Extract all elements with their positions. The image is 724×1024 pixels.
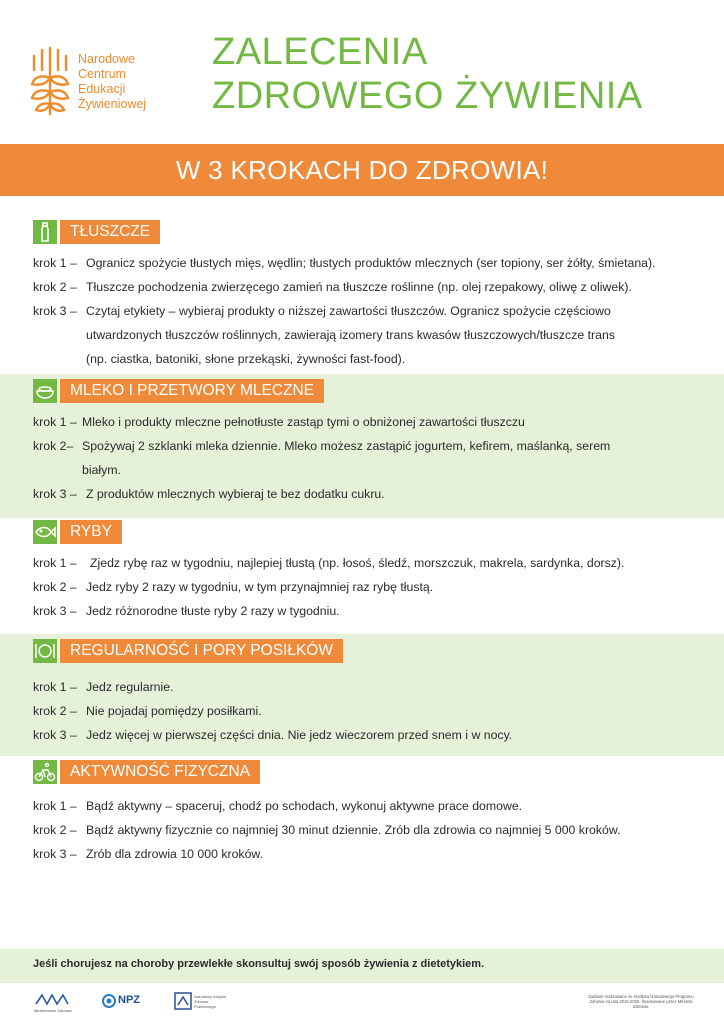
cyclist-icon	[33, 760, 57, 784]
step-text: białym.	[82, 463, 121, 477]
step-text: Jedz więcej w pierwszej części dnia. Nie jedz wieczorem przed snem i w nocy.	[86, 728, 513, 742]
logo-text	[78, 52, 146, 112]
step-label: krok 2–	[33, 439, 74, 453]
step-text: Tłuszcze pochodzenia zwierzęcego zamień na tłuszcze roślinne (np. olej rzepakowy, oliwę z oliwek).	[86, 280, 632, 294]
step-text: Nie pojadaj pomiędzy posiłkami.	[86, 704, 262, 718]
npz-logo-icon	[102, 994, 116, 1008]
logo-line: Narodowe	[78, 52, 135, 66]
step-label: krok 3 –	[33, 487, 77, 501]
step-text: Bądź aktywny fizycznie co najmniej 30 minut dziennie. Zrób dla zdrowia co najmniej 5 000 kroków.	[86, 823, 621, 837]
step-label: krok 2 –	[33, 704, 77, 718]
step-label: krok 1 –	[33, 680, 77, 694]
step-label: krok 2 –	[33, 280, 77, 294]
nizp-logo	[174, 992, 234, 1016]
step-text: Czytaj etykiety – wybieraj produkty o niższej zawartości tłuszczów. Ogranicz spożycie częściowo	[86, 304, 611, 318]
step-label: krok 2 –	[33, 823, 77, 837]
step-text: Jedz ryby 2 razy w tygodniu, w tym przynajmniej raz rybę tłustą.	[86, 580, 434, 594]
step-text: utwardzonych tłuszczów roślinnych, zawierają izomery trans kwasów tłuszczowych/tłuszcze trans	[86, 328, 615, 342]
fish-icon	[33, 520, 57, 544]
step-label: krok 1 –	[33, 256, 77, 270]
step-text: (np. ciastka, batoniki, słone przekąski, żywności fast-food).	[86, 352, 406, 366]
npz-label: NPZ	[118, 994, 140, 1006]
step-text: Jedz regularnie.	[86, 680, 174, 694]
wheat-leaf-logo-icon	[26, 44, 74, 118]
section-title: AKTYWNOŚĆ FIZYCZNA	[60, 760, 260, 784]
nceż-logo	[26, 44, 186, 116]
section-title: TŁUSZCZE	[60, 220, 160, 244]
step-text: Spożywaj 2 szklanki mleka dziennie. Mleko możesz zastąpić jogurtem, kefirem, maślanką, serem	[82, 439, 611, 453]
footer-note: Jeśli chorujesz na choroby przewlekłe skonsultuj swój sposób żywienia z dietetykiem.	[33, 958, 485, 970]
logo-caption: Ministerstwo Zdrowia	[34, 1008, 72, 1013]
section-title: RYBY	[60, 520, 122, 544]
step-text: Z produktów mlecznych wybieraj te bez dodatku cukru.	[86, 487, 385, 501]
step-label: krok 3 –	[33, 728, 77, 742]
section-title: REGULARNOŚĆ I PORY POSIŁKÓW	[60, 639, 343, 663]
step-label: krok 1 –	[33, 415, 77, 429]
subtitle-banner: W 3 KROKACH DO ZDROWIA!	[0, 144, 724, 196]
logo-line: Edukacji	[78, 82, 126, 96]
step-text: Ogranicz spożycie tłustych mięs, wędlin; tłustych produktów mlecznych (ser topiony, ser żółty, śmietana).	[86, 256, 656, 270]
step-label: krok 3 –	[33, 604, 77, 618]
funding-note: Zadanie realizowane ze środków Narodowego Programu Zdrowia na lata 2016-2020, finansowane przez Ministra Zdrowia.	[588, 994, 694, 1010]
plate-cutlery-icon	[33, 639, 57, 663]
bottle-icon	[33, 220, 57, 244]
bowl-icon	[33, 379, 57, 403]
title-line-2: ZDROWEGO ŻYWIENIA	[212, 75, 643, 117]
step-text: Zrób dla zdrowia 10 000 kroków.	[86, 847, 264, 861]
title-line-1: ZALECENIA	[212, 31, 428, 73]
step-label: krok 3 –	[33, 847, 77, 861]
footer-bar	[0, 949, 724, 983]
step-label: krok 3 –	[33, 304, 77, 318]
npz-logo	[102, 992, 152, 1016]
step-text: Zjedz rybę raz w tygodniu, najlepiej tłustą (np. łosoś, śledź, morszczuk, makrela, sardynka, dorsz).	[90, 556, 625, 570]
section-title: MLEKO I PRZETWORY MLECZNE	[60, 379, 324, 403]
step-text: Bądź aktywny – spaceruj, chodź po schodach, wykonuj aktywne prace domowe.	[86, 799, 523, 813]
step-text: Jedz różnorodne tłuste ryby 2 razy w tygodniu.	[86, 604, 340, 618]
ministry-of-health-logo-icon	[34, 992, 70, 1006]
logo-line: Centrum	[78, 67, 126, 81]
logo-line: Żywieniowej	[78, 97, 147, 111]
page-title	[212, 30, 643, 118]
nizp-logo-icon	[174, 992, 192, 1010]
ministry-of-health-logo	[34, 992, 74, 1016]
step-label: krok 1 –	[33, 799, 77, 813]
step-label: krok 1 –	[33, 556, 77, 570]
step-text: Mleko i produkty mleczne pełnotłuste zastąp tymi o obniżonej zawartości tłuszczu	[82, 415, 525, 429]
step-label: krok 2 –	[33, 580, 77, 594]
logo-caption: Narodowy Instytut Zdrowia Publicznego	[194, 994, 227, 1009]
